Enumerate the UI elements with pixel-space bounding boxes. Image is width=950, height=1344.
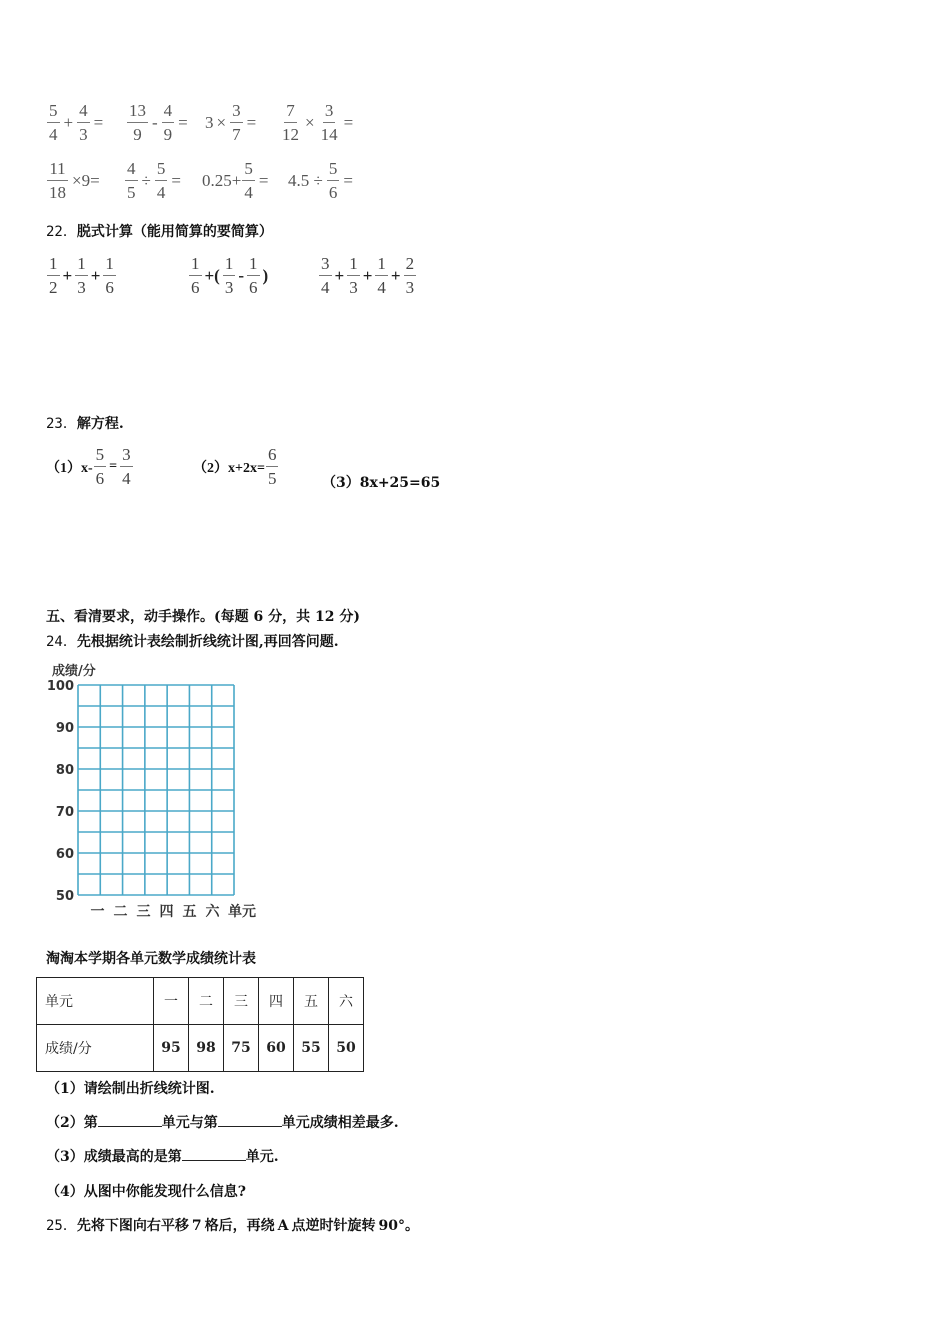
- y-tick-label: 50: [55, 889, 74, 904]
- fraction: 1 2: [49, 254, 58, 297]
- x-label: 六: [205, 904, 220, 920]
- fraction: $\frac{11}{18}$: [49, 159, 66, 202]
- fraction: $\frac{5}{4}$: [244, 159, 253, 202]
- fraction: $\frac{6}{5}$: [267, 445, 277, 488]
- score-cell: 60: [259, 1025, 294, 1072]
- x-label: 五: [182, 904, 197, 920]
- q22-heading: 22．脱式计算（能用简算的要简算）: [46, 224, 273, 240]
- fraction: 3 4: [321, 254, 330, 297]
- fraction: 5 4: [49, 101, 58, 144]
- grid-lines[interactable]: [40, 676, 280, 926]
- fraction: $\frac{1}{3}$: [349, 254, 358, 297]
- q24-heading: 24．先根据统计表绘制折线统计图,再回答问题.: [46, 634, 339, 650]
- fraction: $\frac{4}{3}$: [79, 101, 88, 144]
- q22-expr-2: 1 6 +( 1 3 - 1 6 ): [191, 254, 269, 297]
- y-tick-label: 100: [46, 679, 74, 694]
- score-cell: 50: [329, 1025, 364, 1072]
- grid-group: [78, 685, 234, 895]
- fraction: $\frac{1}{6}$: [105, 254, 114, 297]
- table-header-cell: 单元: [37, 978, 154, 1025]
- unit-cell: 一: [154, 978, 189, 1025]
- fraction: $\frac{7}{12}$: [282, 101, 299, 144]
- q23-equation-2: （2）x+2x= $\frac{6}{5}$: [193, 445, 277, 488]
- calc-2-2: $\frac{4}{5}$ ÷ $\frac{5}{4}$ =: [127, 159, 181, 202]
- calc-1-3: 3 × $\frac{3}{7}$ =: [205, 101, 257, 144]
- y-axis-label: 成绩/分: [52, 664, 96, 679]
- y-tick-label: 60: [55, 847, 74, 862]
- q25-heading: 25．先将下图向右平移 7 格后，再绕 A 点逆时针旋转 90°。: [46, 1218, 419, 1234]
- q23-heading: 23．解方程.: [46, 416, 124, 432]
- y-tick-label: 90: [55, 721, 74, 736]
- unit-cell: 二: [189, 978, 224, 1025]
- calc-2-3: 0.25+ $\frac{5}{4}$ =: [202, 159, 269, 202]
- calc-1-1: 5 4 + $\frac{4}{3}$ =: [49, 101, 104, 144]
- fraction: $\frac{3}{7}$: [232, 101, 241, 144]
- answer-blank[interactable]: [98, 1112, 162, 1127]
- fraction: $\frac{1}{3}$: [77, 254, 86, 297]
- calc-1-4: $\frac{7}{12}$ × $\frac{3}{14}$ =: [282, 101, 354, 144]
- fraction: $\frac{4}{9}$: [163, 101, 173, 144]
- unit-cell: 三: [224, 978, 259, 1025]
- q22-expr-3: 3 4 + $\frac{1}{3}$ + $\frac{1}{4}$ + $\frac{2}{3}$: [321, 254, 415, 297]
- score-cell: 55: [294, 1025, 329, 1072]
- table-header-cell: 成绩/分: [37, 1025, 154, 1072]
- fraction: $\frac{4}{5}$: [127, 159, 136, 202]
- unit-cell: 五: [294, 978, 329, 1025]
- fraction: 13 9: [129, 101, 146, 144]
- calc-1-2: 13 9 - $\frac{4}{9}$ =: [129, 101, 188, 144]
- answer-blank[interactable]: [182, 1146, 246, 1161]
- score-cell: 75: [224, 1025, 259, 1072]
- y-ticks: [47, 679, 74, 904]
- fraction: 1 6: [249, 254, 258, 297]
- table-row: [37, 1025, 364, 1072]
- q24-sub-1: （1）请绘制出折线统计图.: [46, 1081, 215, 1097]
- unit-cell: 六: [329, 978, 364, 1025]
- q24-sub-2: （2）第 单元与第 单元成绩相差最多.: [46, 1112, 399, 1132]
- fraction: $\frac{3}{4}$: [122, 445, 131, 488]
- fraction: 1 6: [191, 254, 200, 297]
- section-5-title: 五、看清要求，动手操作。(每题 6 分，共 12 分): [46, 609, 360, 625]
- y-tick-label: 70: [55, 805, 74, 820]
- q24-sub-4: （4）从图中你能发现什么信息?: [46, 1184, 246, 1200]
- fraction: $\frac{5}{6}$: [95, 445, 105, 488]
- table-row: [37, 978, 364, 1025]
- q22-expr-1: 1 2 + $\frac{1}{3}$ + $\frac{1}{6}$: [49, 254, 114, 297]
- fraction: $\frac{5}{6}$: [328, 159, 338, 202]
- score-cell: 98: [189, 1025, 224, 1072]
- calc-2-4: 4.5 ÷ $\frac{5}{6}$ =: [288, 159, 353, 202]
- fraction: 1 3: [224, 254, 234, 297]
- x-label: 三: [136, 904, 151, 920]
- y-tick-label: 80: [55, 763, 74, 778]
- x-label: 四: [159, 904, 174, 920]
- q24-sub-3: （3）成绩最高的是第 单元.: [46, 1146, 279, 1166]
- score-cell: 95: [154, 1025, 189, 1072]
- x-label: 二: [113, 904, 128, 920]
- q23-equation-3: （3）8x+25=65: [322, 475, 441, 491]
- x-unit: 单元: [228, 904, 256, 920]
- q23-equation-1: （1）x- $\frac{5}{6}$ = $\frac{3}{4}$: [46, 445, 131, 488]
- calc-2-1: $\frac{11}{18}$ ×9=: [49, 159, 100, 202]
- fraction: $\frac{1}{4}$: [377, 254, 386, 297]
- fraction: $\frac{2}{3}$: [405, 254, 415, 297]
- fraction: $\frac{3}{14}$: [320, 101, 338, 144]
- unit-cell: 四: [259, 978, 294, 1025]
- fraction: $\frac{5}{4}$: [156, 159, 166, 202]
- table-title: 淘淘本学期各单元数学成绩统计表: [46, 951, 256, 967]
- x-label: 一: [90, 904, 105, 920]
- score-table: [36, 977, 364, 1072]
- x-axis-labels: [86, 901, 256, 921]
- answer-blank[interactable]: [218, 1112, 282, 1127]
